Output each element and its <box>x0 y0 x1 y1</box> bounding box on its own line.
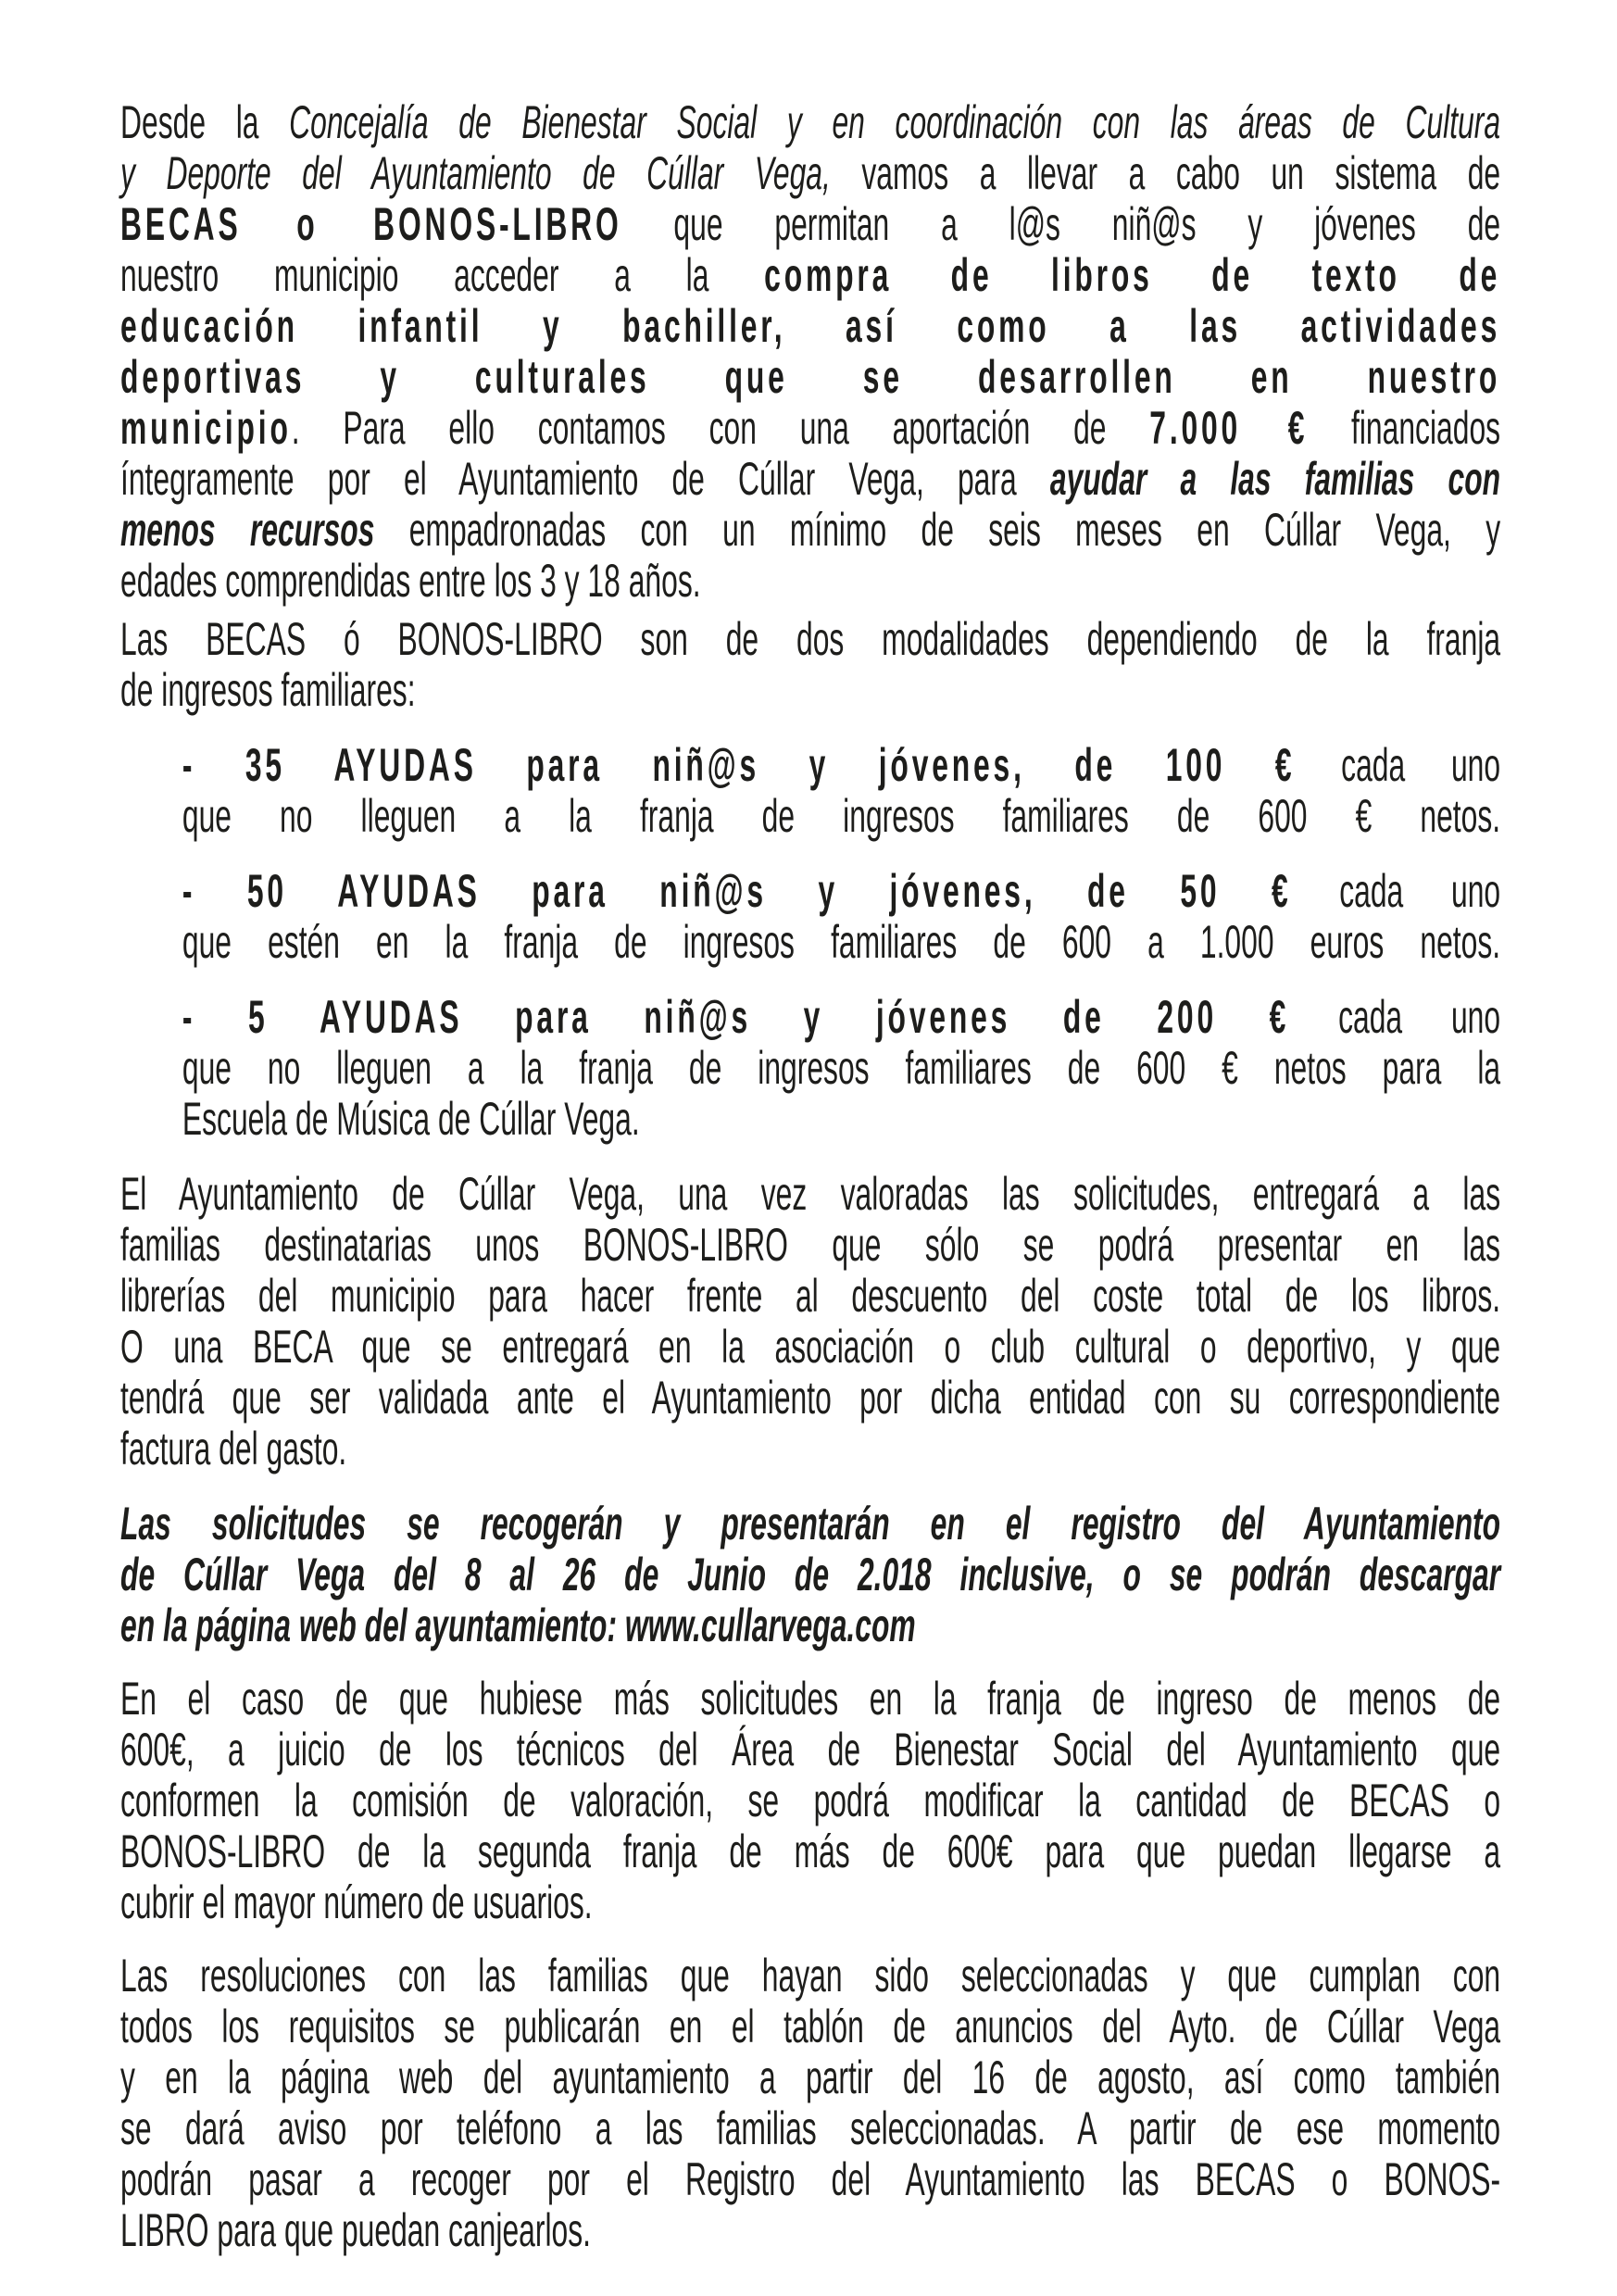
website-url: en la página web del ayuntamiento: www.cullarvega.com <box>120 1600 916 1651</box>
text-run: que estén en la franja de ingresos familiares de 600 a 1.000 euros netos. <box>182 916 1501 968</box>
text-run: cada uno <box>1295 739 1501 791</box>
text-line <box>120 301 1500 352</box>
text-run: familias destinatarias unos BONOS-LIBRO que sólo se podrá presentar en las <box>120 1219 1501 1271</box>
text-run: conformen la comisión de valoración, se podrá modificar la cantidad de BECAS o <box>120 1775 1501 1826</box>
funding-amount: 7.000 € <box>1149 402 1309 454</box>
text-line <box>120 2103 1500 2154</box>
text-run: O una BECA que se entregará en la asociación o club cultural o deportivo, y que <box>120 1321 1501 1373</box>
text-run: deportivas y culturales que se desarrollen en nuestro <box>120 351 1501 403</box>
text-line <box>120 1600 1500 1651</box>
text-run: educación infantil y bachiller, así como a las actividades <box>120 300 1501 352</box>
text-run: factura del gasto. <box>120 1423 347 1474</box>
text-line <box>120 2052 1500 2103</box>
text-run: íntegramente por el Ayuntamiento de Cúllar Vega, para <box>120 453 1050 505</box>
deadline-dates: de Cúllar Vega del 8 al 26 de Junio de 2.018 inclusive, o se podrán descargar <box>120 1549 1501 1600</box>
org-name-italic: Concejalía de Bienestar Social y en coordinación con las áreas de Cultura <box>289 96 1501 148</box>
text-line <box>182 992 1500 1043</box>
program-name: BECAS o BONOS-LIBRO <box>120 198 622 250</box>
text-line <box>120 1220 1500 1271</box>
text-run: se dará aviso por teléfono a las familias seleccionadas. A partir de ese momento <box>120 2102 1501 2154</box>
text-line <box>120 1549 1500 1600</box>
org-name-italic: y Deporte del Ayuntamiento de Cúllar Vega, <box>120 147 831 199</box>
text-run: En el caso de que hubiese más solicitudes en la franja de ingreso de menos de <box>120 1673 1501 1725</box>
text-run: Las solicitudes se recogerán y presentarán en el registro del Ayuntamiento <box>120 1498 1501 1549</box>
aid-tier-heading: - 50 AYUDAS para niñ@s y jóvenes, de 50 € <box>182 865 1292 917</box>
text-run: Escuela de Música de Cúllar Vega. <box>182 1093 640 1145</box>
text-run: que no lleguen a la franja de ingresos familiares de 600 € netos para la <box>182 1042 1501 1094</box>
text-line <box>120 505 1500 556</box>
text-line <box>120 614 1500 665</box>
text-line <box>182 917 1500 968</box>
text-run: Las BECAS ó BONOS-LIBRO son de dos modalidades dependiendo de la franja <box>120 613 1501 665</box>
text-run: cubrir el mayor número de usuarios. <box>120 1876 593 1928</box>
text-run: cada uno <box>1289 991 1501 1043</box>
text-run: cada uno <box>1291 865 1501 917</box>
text-run: menos recursos <box>120 504 375 556</box>
text-line <box>182 1094 1500 1145</box>
text-line <box>120 1877 1500 1928</box>
text-line <box>120 1499 1500 1549</box>
paragraph-resoluciones <box>120 1951 1500 2256</box>
text-run: BONOS-LIBRO de la segunda franja de más de 600€ para que puedan llegarse a <box>120 1826 1501 1877</box>
text-line <box>120 1775 1500 1826</box>
text-run: ayudar a las familias con <box>1049 453 1501 505</box>
text-line <box>120 556 1500 607</box>
text-line <box>120 1322 1500 1373</box>
text-run: Las resoluciones con las familias que hayan sido seleccionadas y que cumplan con <box>120 1950 1501 2001</box>
text-line <box>182 740 1500 791</box>
aid-tier-heading: - 5 AYUDAS para niñ@s y jóvenes de 200 € <box>182 991 1290 1043</box>
aid-tier-heading: - 35 AYUDAS para niñ@s y jóvenes, de 100 € <box>182 739 1296 791</box>
bullet-ayudas-100 <box>120 740 1500 842</box>
text-line <box>120 199 1500 250</box>
text-line <box>182 1043 1500 1094</box>
text-line <box>120 1169 1500 1220</box>
text-run: Desde la <box>120 96 290 148</box>
text-run: municipio <box>120 402 292 454</box>
text-line <box>120 1826 1500 1877</box>
paragraph-intro <box>120 97 1500 607</box>
text-line <box>120 250 1500 301</box>
text-run: El Ayuntamiento de Cúllar Vega, una vez valoradas las solicitudes, entregará a las <box>120 1168 1501 1220</box>
text-run: tendrá que ser validada ante el Ayuntamiento por dicha entidad con su correspondiente <box>120 1372 1501 1424</box>
text-run: todos los requisitos se publicarán en el tablón de anuncios del Ayto. de Cúllar Vega <box>120 2001 1501 2052</box>
text-run: 600€, a juicio de los técnicos del Área de Bienestar Social del Ayuntamiento que <box>120 1724 1501 1775</box>
text-run: LIBRO para que puedan canjearlos. <box>120 2204 592 2256</box>
text-run: que permitan a l@s niñ@s y jóvenes de <box>621 198 1501 250</box>
text-run: podrán pasar a recoger por el Registro del Ayuntamiento las BECAS o BONOS- <box>120 2153 1501 2205</box>
text-run: nuestro municipio acceder a la <box>120 249 765 301</box>
text-run: librerías del municipio para hacer frente al descuento del coste total de los libros. <box>120 1270 1501 1322</box>
text-line <box>120 1271 1500 1322</box>
text-line <box>120 97 1500 148</box>
text-line <box>120 2001 1500 2052</box>
paragraph-modalidades <box>120 614 1500 716</box>
paragraph-entrega <box>120 1169 1500 1474</box>
text-run: y en la página web del ayuntamiento a partir del 16 de agosto, así como también <box>120 2051 1501 2103</box>
text-line <box>120 2205 1500 2256</box>
paragraph-franja-ingresos <box>120 1674 1500 1928</box>
text-run: . Para ello contamos con una aportación de <box>291 402 1150 454</box>
text-line <box>120 1674 1500 1725</box>
text-line <box>120 454 1500 505</box>
text-line <box>182 866 1500 917</box>
text-run: financiados <box>1308 402 1501 454</box>
text-run: empadronadas con un mínimo de seis meses en Cúllar Vega, y <box>374 504 1501 556</box>
text-line <box>120 403 1500 454</box>
text-run: que no lleguen a la franja de ingresos familiares de 600 € netos. <box>182 790 1501 842</box>
paragraph-solicitudes-plazo <box>120 1499 1500 1651</box>
text-line <box>120 1725 1500 1775</box>
text-line <box>120 1951 1500 2001</box>
text-run: de ingresos familiares: <box>120 664 416 716</box>
document-body <box>120 97 1500 2256</box>
bullet-ayudas-50 <box>120 866 1500 968</box>
text-line <box>120 148 1500 199</box>
bullet-ayudas-200 <box>120 992 1500 1145</box>
text-run: edades comprendidas entre los 3 y 18 años. <box>120 555 701 607</box>
text-line <box>120 665 1500 716</box>
text-line <box>120 2154 1500 2205</box>
text-line <box>182 791 1500 842</box>
text-line <box>120 352 1500 403</box>
text-run: vamos a llevar a cabo un sistema de <box>830 147 1501 199</box>
text-line <box>120 1424 1500 1474</box>
text-line <box>120 1373 1500 1424</box>
text-run: compra de libros de texto de <box>764 249 1501 301</box>
